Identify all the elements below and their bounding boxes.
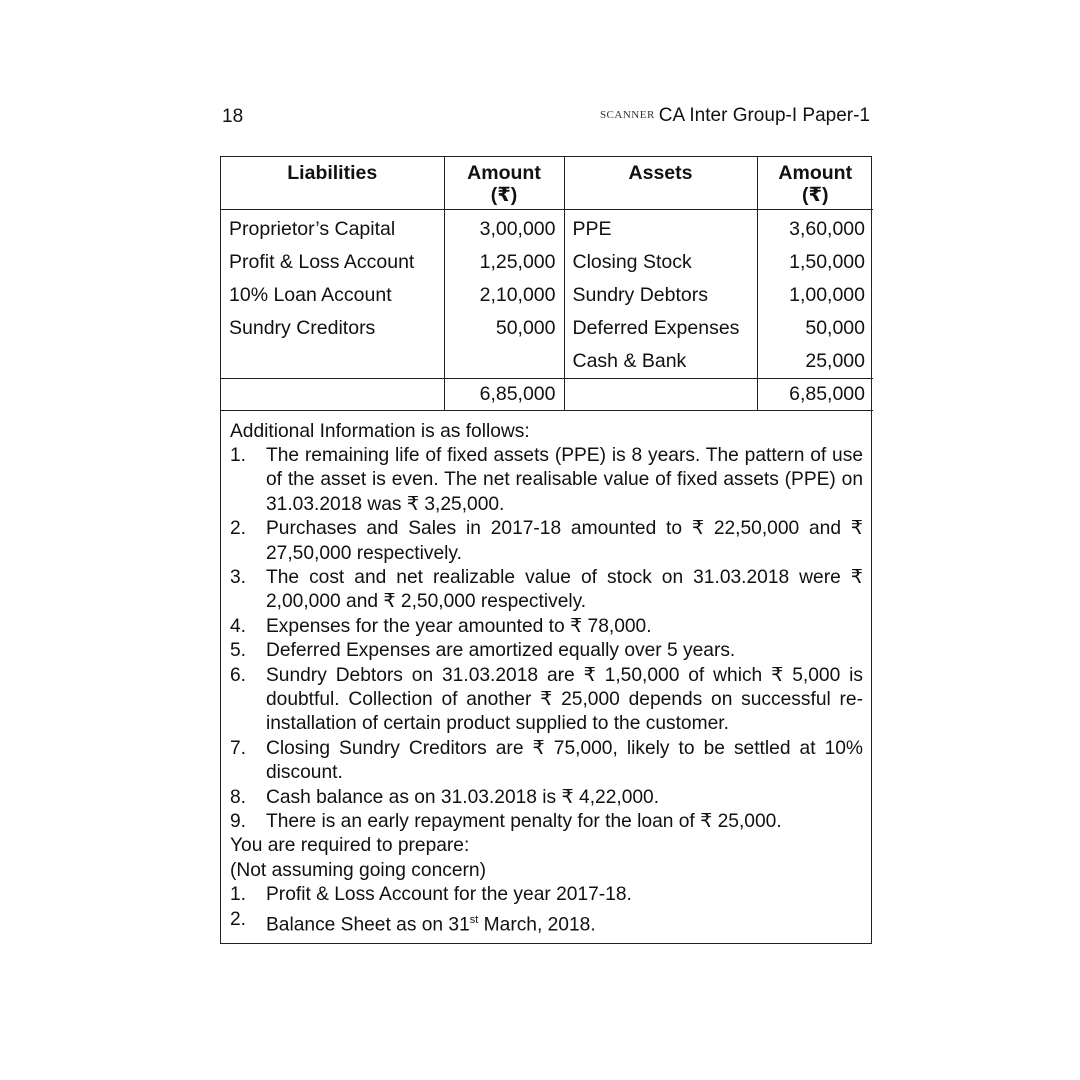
asset-amount-cell: 3,60,000 <box>757 209 873 246</box>
asset-amount-cell: 1,50,000 <box>757 246 873 279</box>
info-item: 8. Cash balance as on 31.03.2018 is ₹ 4,22,000. <box>230 786 660 808</box>
liability-amount-cell: 3,00,000 <box>444 209 564 246</box>
running-head <box>600 105 870 127</box>
header-liabilities: Liabilities <box>221 157 444 209</box>
asset-cell: PPE <box>564 209 757 246</box>
total-assets: 6,85,000 <box>757 378 873 410</box>
additional-information <box>221 411 871 944</box>
liability-amount-cell: 50,000 <box>444 312 564 345</box>
liability-cell: Profit & Loss Account <box>229 250 415 273</box>
asset-cell: Cash & Bank <box>564 345 757 379</box>
liability-amount-cell <box>444 345 564 379</box>
asset-amount-cell: 1,00,000 <box>757 279 873 312</box>
info-intro: Additional Information is as follows: <box>230 420 530 442</box>
required-line: You are required to prepare: <box>230 835 470 857</box>
table-row <box>221 246 873 279</box>
total-row <box>221 378 873 410</box>
liability-cell: Proprietor’s Capital <box>229 217 396 240</box>
liability-amount-cell: 1,25,000 <box>444 246 564 279</box>
asset-cell: Sundry Debtors <box>564 279 757 312</box>
liability-amount-cell: 2,10,000 <box>444 279 564 312</box>
table-row <box>221 345 873 379</box>
info-item: 3. The cost and net realizable value of stock on 31.03.2018 were ₹ 2,00,000 and ₹ 2,50,000 respectively. <box>230 566 863 613</box>
liability-cell <box>221 345 444 379</box>
page-number: 18 <box>222 106 244 127</box>
header-amount-liabilities: Amount (₹) <box>444 157 564 209</box>
info-item: 4. Expenses for the year amounted to ₹ 78,000. <box>230 615 652 637</box>
table-header-row <box>221 157 873 209</box>
table-row <box>221 209 873 246</box>
asset-amount-cell: 25,000 <box>757 345 873 379</box>
total-liabilities: 6,85,000 <box>444 378 564 410</box>
table-row <box>221 279 873 312</box>
info-item: 6. Sundry Debtors on 31.03.2018 are ₹ 1,50,000 of which ₹ 5,000 is doubtful. Collection of another ₹ 25,000 depends on successful re-installation of certain product supplied to the customer. <box>230 664 863 735</box>
liability-cell: 10% Loan Account <box>229 283 392 306</box>
task-item: 1. Profit & Loss Account for the year 2017-18. <box>230 884 632 906</box>
header-amount-assets: Amount (₹) <box>757 157 873 209</box>
info-item: 9. There is an early repayment penalty for the loan of ₹ 25,000. <box>230 811 782 832</box>
balance-sheet-table <box>221 157 873 411</box>
note-line: (Not assuming going concern) <box>230 859 486 881</box>
asset-cell: Closing Stock <box>564 246 757 279</box>
info-item: 2. Purchases and Sales in 2017-18 amounted to ₹ 22,50,000 and ₹ 27,50,000 respectively. <box>230 518 863 564</box>
asset-cell: Deferred Expenses <box>564 312 757 345</box>
book-title: CA Inter Group-I Paper-1 <box>658 105 870 126</box>
task-item: 2. Balance Sheet as on 31st March, 2018. <box>230 908 596 936</box>
question-box <box>220 156 872 944</box>
table-row <box>221 312 873 345</box>
asset-amount-cell: 50,000 <box>757 312 873 345</box>
liability-cell: Sundry Creditors <box>229 316 376 339</box>
info-item: 7. Closing Sundry Creditors are ₹ 75,000, likely to be settled at 10% discount. <box>230 737 863 784</box>
brand-logo: SCANNER <box>599 109 655 121</box>
info-item: 1. The remaining life of fixed assets (PPE) is 8 years. The pattern of use of the asset is even. The net realisable value of fixed assets (PPE) on 31.03.2018 was ₹ 3,25,000. <box>230 444 863 515</box>
info-item: 5. Deferred Expenses are amortized equally over 5 years. <box>230 640 736 662</box>
header-assets: Assets <box>564 157 757 209</box>
